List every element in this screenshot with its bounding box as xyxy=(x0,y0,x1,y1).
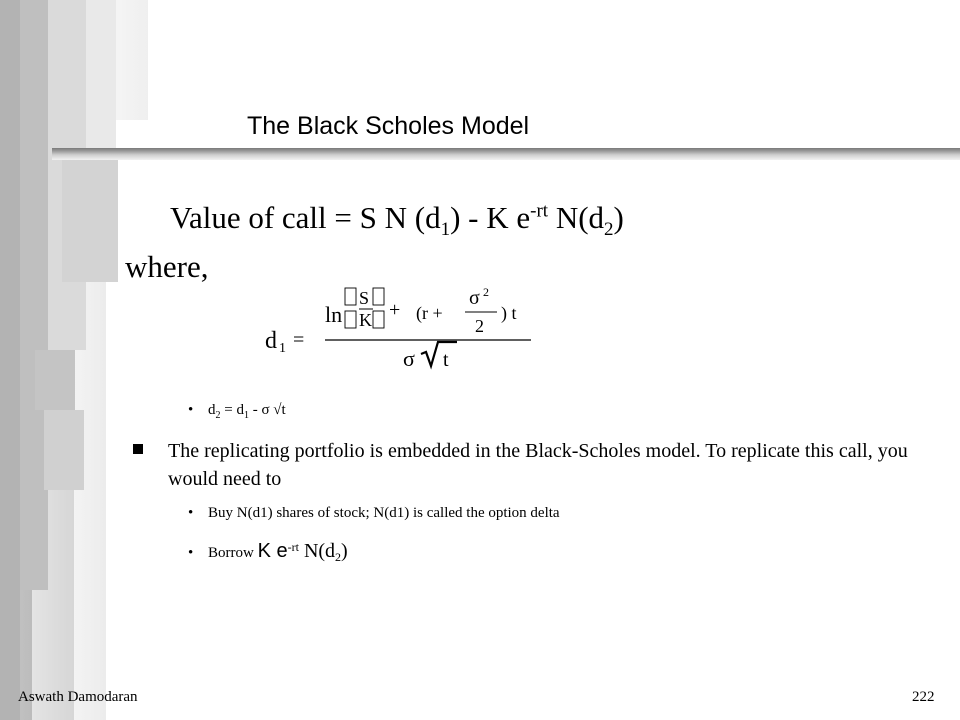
bullet-dot: • xyxy=(188,545,194,561)
two-text: 2 xyxy=(475,316,484,336)
d1-lhs-sub: 1 xyxy=(279,341,286,356)
plus-text: + xyxy=(389,299,401,321)
bullet-d2: • $d_2 = d_1 - \sigma$ √t xyxy=(188,402,286,421)
den-sigma: σ xyxy=(403,346,415,370)
slide-title: The Black Scholes Model xyxy=(247,112,530,140)
k-text: K xyxy=(359,310,372,330)
where-label: where, xyxy=(125,249,209,284)
den-t: t xyxy=(443,349,449,370)
replicating-portfolio-text: The replicating portfolio is embedded in the Black-Scholes model. To replicate this call, you would need to xyxy=(168,440,908,490)
page-number: 222 xyxy=(912,689,935,705)
decor-block-7 xyxy=(44,410,84,490)
d1-equals: = xyxy=(293,329,305,351)
decor-block-5 xyxy=(35,350,75,410)
r-paren-text: (r + xyxy=(416,303,443,323)
d1-equation xyxy=(263,282,535,370)
bullet-dot: • xyxy=(188,505,194,521)
bullet-dot: • xyxy=(188,402,194,418)
bullet-borrow: • Borrow K $e^{-rt}$ $N(d_2)$ xyxy=(188,540,348,564)
decor-block-6 xyxy=(62,158,118,282)
call-value-formula: Value of call = S N $(d_1)$ - K $e^{-rt}$ $N(d_2)$ xyxy=(170,200,624,241)
decor-block-4 xyxy=(0,0,20,720)
close-t: ) t xyxy=(501,303,517,323)
bullet-buy: • Buy N(d1) shares of stock; N(d1) is called the option delta xyxy=(188,505,560,521)
sq-exp: 2 xyxy=(483,285,489,299)
square-bullet-icon xyxy=(133,444,143,454)
s-text: S xyxy=(359,288,370,308)
ln-text: ln xyxy=(325,302,343,327)
title-rule xyxy=(52,148,960,160)
d1-lhs: d xyxy=(265,328,277,354)
footer-author: Aswath Damodaran xyxy=(18,689,138,705)
sigma-sq: σ xyxy=(469,287,480,309)
